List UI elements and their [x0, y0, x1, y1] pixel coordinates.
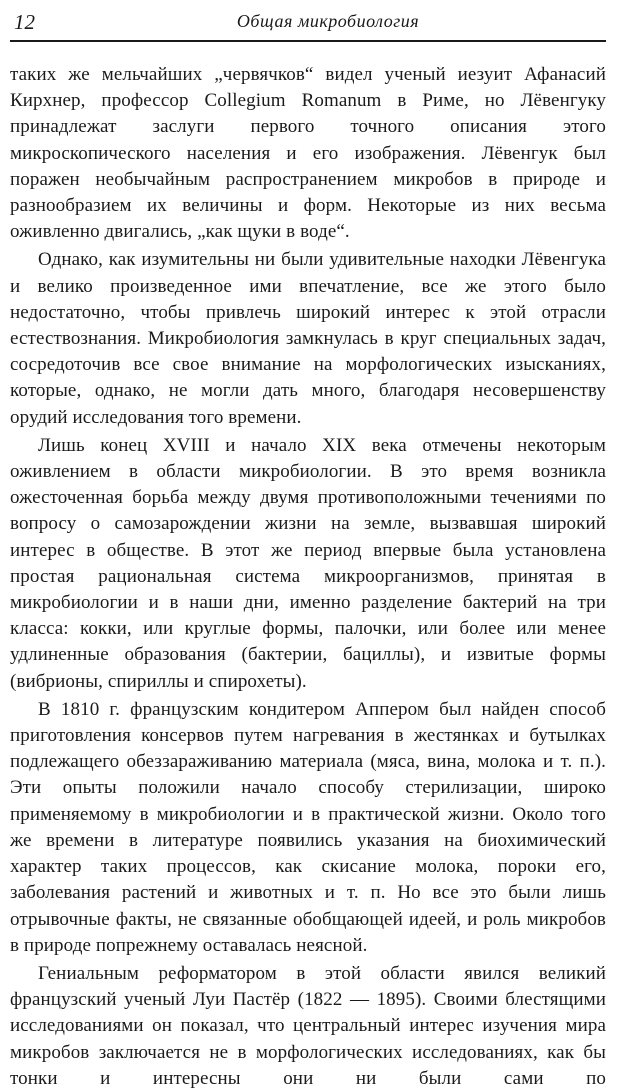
paragraph-continuation: таких же мельчайших „червячков“ видел ученый иезуит Афанасий Кирхнер, профессор Collegium Romanum в Риме, но Лёвенгуку принадлежат заслуги первого точного описания этого микроскопического населения и его изображения. Лёвенгук был поражен необычайным распространением микробов в природе и разнообразием их величины и форм. Некоторые из них весьма оживленно двигались, „как щуки в воде“.: [10, 64, 606, 243]
page-number: 12: [14, 10, 35, 34]
running-head-title: Общая микробиология: [236, 11, 420, 31]
paragraph: Лишь конец XVIII и начало XIX века отмечены некоторым оживлением в области микробиологии. В это время возникла ожесточенная борьба между двумя противоположными течениями по вопросу о самозарождении жизни на земле, вызвавшая широкий интерес в обществе. В этот же период впервые была установлена простая рациональная система микроорганизмов, принятая в микробиологии и в наши дни, именно разделение бактерий на три класса: кокки, или круглые формы, палочки, или более или менее удлиненные образования (бактерии, бациллы), и извитые формы (вибрионы, спириллы и спирохеты).: [10, 434, 606, 692]
paragraph: В 1810 г. французским кондитером Аппером был найден способ приготовления консервов путем нагревания в жестянках и бутылках подлежащего обеззараживанию материала (мяса, вина, молока и т. п.). Эти опыты положили начало способу стерилизации, широко применяемому в микробиологии и в практической жизни. Около того же времени в литературе появились указания на биохимический характер таких процессов, как скисание молока, пороки его, заболевания растений и животных и т. п. Но все это были лишь отрывочные факты, не связанные обобщающей идеей, и роль микробов в природе попрежнему оставалась неясной.: [10, 698, 606, 956]
running-head: [10, 0, 606, 42]
book-page: [10, 0, 606, 1089]
paragraph: Гениальным реформатором в этой области явился великий французский ученый Луи Пастёр (1822 — 1895). Своими блестящими исследованиями он показал, что центральный интерес изучения мира микробов заключается не в морфологических исследованиях, как бы тонки и интересны они ни были сами по: [10, 962, 606, 1089]
paragraph: Однако, как изумительны ни были удивительные находки Лёвенгука и велико произведенное ими впечатление, все же этого было недостаточно, чтобы привлечь широкий интерес к этой отрасли естествознания. Микробиология замкнулась в круг специальных задач, сосредоточив все свое внимание на морфологических изысканиях, которые, однако, не могли дать много, благодаря несовершенству орудий исследования того времени.: [10, 249, 606, 428]
body-text: [10, 62, 606, 1092]
